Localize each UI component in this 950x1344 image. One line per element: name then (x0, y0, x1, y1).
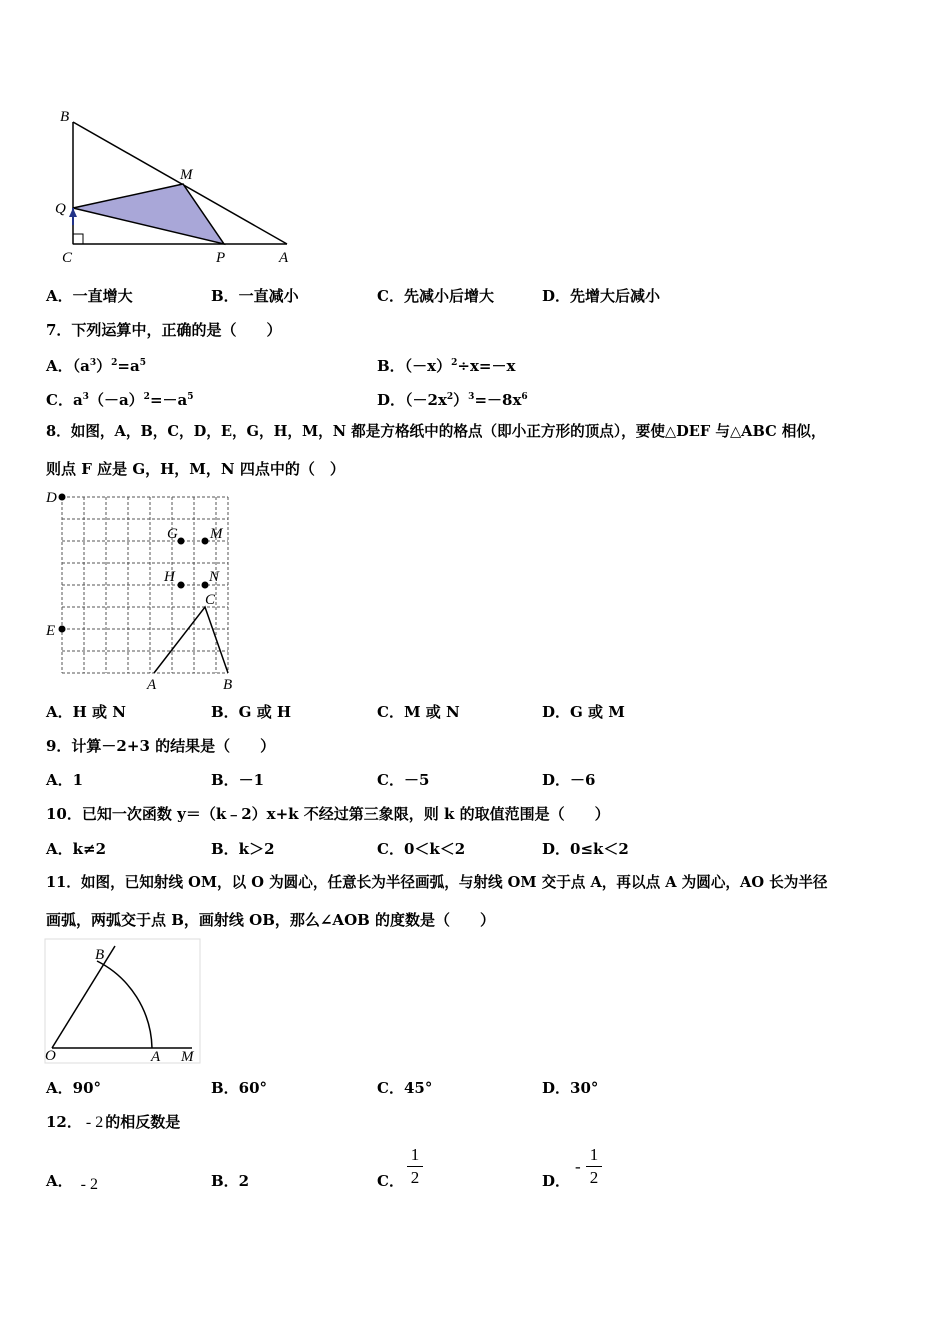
fig-q11-label-m: M (181, 1049, 194, 1065)
q8-stem-line1: 8．如图，A，B，C，D，E，G，H，M，N 都是方格纸中的格点（即小正方形的顶点），要使△DEF 与△ABC 相似， (46, 423, 826, 440)
q7-stem: 7．下列运算中，正确的是（ ） (46, 321, 282, 339)
q12-option-d-sign: - (575, 1157, 581, 1176)
q6-option-c: C．先减小后增大 (377, 287, 494, 305)
q11-stem-line2: 画弧，两弧交于点 B，画射线 OB，那么∠AOB 的度数是（ ） (46, 911, 496, 929)
fig-q6-label-a: A (279, 250, 289, 266)
fig-q8-label-m: M (210, 526, 223, 542)
q8-option-d: D．G 或 M (542, 703, 625, 721)
q9-option-d: D．－6 (542, 771, 596, 789)
q12-option-b: B．2 (211, 1172, 250, 1190)
q6-option-b: B．一直减小 (211, 287, 299, 305)
fig-q11-label-o: O (45, 1048, 56, 1064)
fig-q8-label-c: C (205, 592, 216, 608)
fig-q11-label-b: B (95, 947, 105, 963)
q12-option-d-label: D． (542, 1172, 571, 1190)
fig-q8-label-g: G (167, 526, 178, 542)
q10-stem: 10．已知一次函数 y＝（k﹣2）x+k 不经过第三象限，则 k 的取值范围是（ ） (46, 805, 610, 823)
q11-option-c: C．45° (377, 1079, 433, 1097)
fig-q8-label-n: N (209, 569, 220, 585)
q11-option-d: D．30° (542, 1079, 599, 1097)
q12-stem: 12． - 2 的相反数是 (46, 1113, 181, 1131)
q8-option-b: B．G 或 H (211, 703, 292, 721)
q6-option-d: D．先增大后减小 (542, 287, 661, 305)
fig-q8-label-d: D (46, 490, 57, 506)
q8-option-a: A．H 或 N (46, 703, 126, 721)
q10-option-c: C．0＜k＜2 (377, 840, 466, 858)
fig-q6-label-m: M (180, 167, 193, 183)
q12-option-c-label: C． (377, 1172, 404, 1190)
q11-option-a: A．90° (46, 1079, 102, 1097)
fig-q6-label-p: P (216, 250, 226, 266)
q12-option-a: A． - 2 (46, 1172, 98, 1193)
fig-q8-label-e: E (46, 623, 56, 639)
q9-option-c: C．－5 (377, 771, 430, 789)
q11-stem-line1: 11．如图，已知射线 OM，以 O 为圆心，任意长为半径画弧，与射线 OM 交于点 A，再以点 A 为圆心，AO 长为半径 (46, 874, 828, 891)
fig-q6-label-q: Q (55, 201, 66, 217)
fig-q6-label-b: B (60, 109, 70, 125)
q12-option-d-fraction: 1 2 (586, 1146, 602, 1187)
fig-q6-label-c: C (62, 250, 73, 266)
fig-q8-label-h: H (164, 569, 175, 585)
q10-option-a: A．k≠2 (46, 840, 107, 858)
q10-option-b: B．k＞2 (211, 840, 275, 858)
q7-option-b: B．$(-x)^2\div x=-x$ (377, 357, 516, 375)
q9-stem: 9．计算－2+3 的结果是（ ） (46, 737, 276, 755)
q7-option-d: D．$(-2x^2)^3=-8x^6$ (377, 391, 528, 409)
q8-stem-line2: 则点 F 应是 G，H，M，N 四点中的（ ） (46, 460, 345, 478)
q6-option-a: A．一直增大 (46, 287, 133, 305)
q7-option-c: C．$a^3(-a)^2=-a^5$ (46, 391, 194, 409)
fig-q8-label-a: A (147, 677, 157, 693)
q11-option-b: B．60° (211, 1079, 268, 1097)
fig-q8-label-b: B (223, 677, 233, 693)
q9-option-a: A．1 (46, 771, 84, 789)
q12-option-c-fraction: 1 2 (407, 1146, 423, 1187)
triangle-figure-q6 (50, 105, 310, 270)
q7-option-a: A．$(a^3)^2=a^5$ (46, 357, 146, 375)
angle-figure-q11 (44, 938, 204, 1068)
fig-q11-label-a: A (151, 1049, 161, 1065)
q9-option-b: B．－1 (211, 771, 265, 789)
grid-figure-q8 (42, 486, 242, 696)
q10-option-d: D．0≤k＜2 (542, 840, 629, 858)
q8-option-c: C．M 或 N (377, 703, 460, 721)
